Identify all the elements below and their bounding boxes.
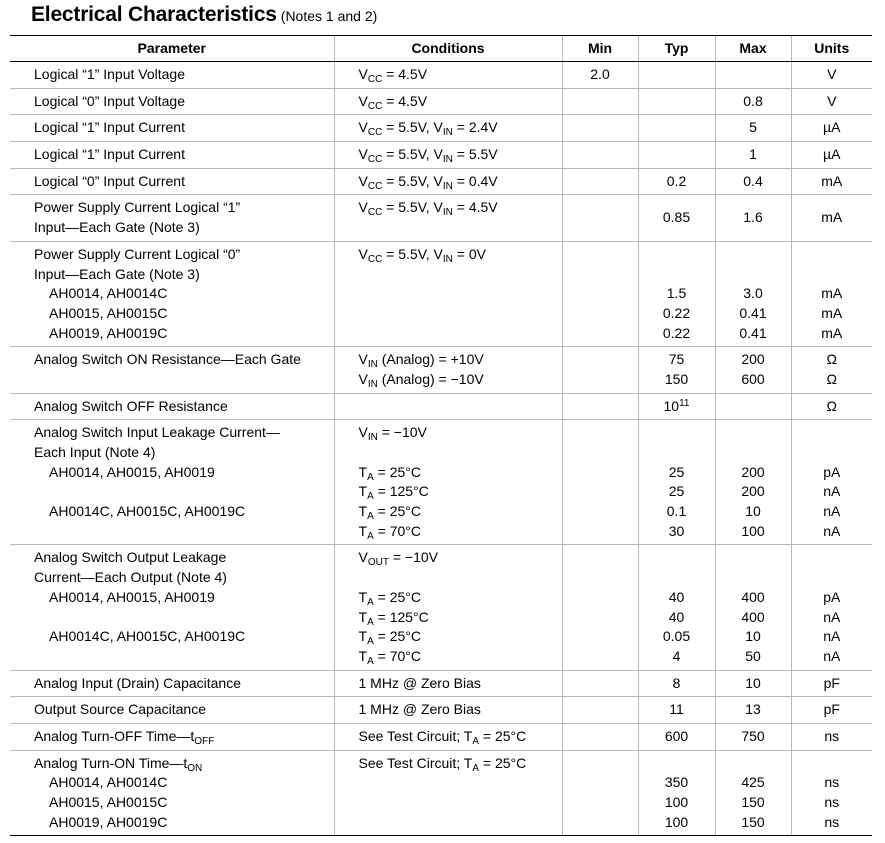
- table-row: [10, 195, 872, 241]
- cell-units: [791, 142, 872, 169]
- cell-typ: [638, 168, 715, 195]
- typ-line: 25: [668, 463, 685, 480]
- param-line: Logical “1” Input Current: [34, 119, 185, 136]
- cell-max: [715, 420, 791, 545]
- param-line: AH0014C, AH0015C, AH0019C: [49, 503, 246, 520]
- cond-line: $V_{CC} = 5.5V$, $V_{IN} = 0V$: [358, 245, 486, 265]
- cell-param: [10, 62, 334, 89]
- max-line: [716, 245, 791, 265]
- units-line: ns: [824, 794, 840, 810]
- cell-units: [791, 115, 872, 142]
- cell-param: [10, 697, 334, 724]
- cond-line: See Test Circuit; $T_A = 25^\circ C$: [358, 727, 527, 747]
- cond-line: $V_{CC} = 4.5V$: [358, 92, 428, 112]
- param-line: AH0015, AH0015C: [49, 794, 168, 810]
- cell-typ: [638, 420, 715, 545]
- min-line: [563, 350, 638, 370]
- units-line: mA: [821, 172, 843, 189]
- max-line: 200: [741, 483, 765, 500]
- param-line: Input—Each Gate (Note 3): [34, 219, 200, 236]
- max-line: [716, 568, 791, 588]
- typ-line: 11: [669, 701, 684, 718]
- param-line: AH0015, AH0015C: [49, 304, 168, 321]
- cell-param: [10, 168, 334, 195]
- cond-line: $V_{CC} = 5.5V$, $V_{IN} = 0.4V$: [358, 172, 498, 192]
- cell-cond: [334, 168, 562, 195]
- typ-line: [639, 423, 715, 443]
- param-line: Each Input (Note 4): [34, 444, 156, 460]
- typ-line: [639, 443, 715, 463]
- cell-max: [715, 195, 791, 241]
- cond-line: 1 MHz @ Zero Bias: [358, 701, 481, 718]
- cond-line: $T_A = 125^\circ C$: [358, 608, 429, 628]
- cell-param: [10, 142, 334, 169]
- cell-param: [10, 115, 334, 142]
- units-line: [792, 265, 873, 285]
- cell-cond: [334, 115, 562, 142]
- units-line: V: [827, 92, 837, 109]
- units-line: pA: [823, 463, 841, 480]
- param-line: Logical “0” Input Voltage: [34, 92, 185, 109]
- units-line: mA: [821, 324, 843, 341]
- param-line: AH0014, AH0014C: [49, 285, 168, 302]
- param-line: Analog Switch Input Leakage Current—: [34, 424, 280, 441]
- cond-line: $V_{OUT} = -10V$: [358, 549, 438, 569]
- units-line: [792, 245, 873, 265]
- cond-line: $T_A = 25^\circ C$: [358, 588, 421, 608]
- cell-cond: [334, 62, 562, 89]
- max-line: 100: [741, 522, 765, 539]
- units-line: nA: [823, 483, 841, 500]
- cell-units: [791, 697, 872, 724]
- header-units: Units: [791, 36, 872, 62]
- typ-line: $10^{11}$: [663, 397, 690, 414]
- cell-cond: [334, 697, 562, 724]
- typ-line: 350: [664, 774, 689, 791]
- cell-units: [791, 62, 872, 89]
- max-line: [716, 548, 791, 568]
- header-typ: Typ: [638, 36, 715, 62]
- cell-cond: [334, 393, 562, 420]
- cell-param: [10, 88, 334, 115]
- cond-line: [359, 397, 562, 417]
- max-line: 50: [745, 647, 761, 664]
- cond-line: $T_A = 25^\circ C$: [358, 628, 421, 648]
- typ-line: 0.22: [662, 304, 691, 321]
- typ-line: 0.22: [662, 324, 691, 341]
- cell-min: [562, 750, 638, 836]
- cell-typ: [638, 750, 715, 836]
- param-line: AH0014, AH0015, AH0019: [49, 463, 215, 480]
- param-line: Logical “1” Input Voltage: [34, 66, 185, 82]
- header-row: [10, 36, 872, 62]
- typ-line: [639, 568, 715, 588]
- param-line: AH0014C, AH0015C, AH0019C: [49, 628, 246, 645]
- max-line: 5: [749, 119, 757, 136]
- max-line: 0.41: [739, 304, 767, 321]
- units-line: [792, 548, 873, 568]
- cell-min: [562, 393, 638, 420]
- units-line: nA: [823, 647, 841, 664]
- cell-min: [562, 697, 638, 724]
- cell-units: [791, 750, 872, 836]
- cell-param: [10, 347, 334, 393]
- cell-typ: [638, 697, 715, 724]
- table-row: [10, 750, 872, 836]
- cell-cond: [334, 347, 562, 393]
- max-line: [716, 397, 791, 417]
- typ-line: 8: [672, 674, 681, 691]
- param-line: AH0014, AH0015, AH0019: [49, 588, 215, 605]
- cell-typ: [638, 115, 715, 142]
- cond-line: $T_A = 25^\circ C$: [358, 503, 421, 523]
- header-conditions: Conditions: [334, 36, 562, 62]
- param-line: Analog Switch Output Leakage: [34, 549, 227, 566]
- param-line: [34, 608, 334, 628]
- min-line: [563, 674, 638, 694]
- cond-line: $V_{IN}$ (Analog) = −10V: [358, 370, 484, 390]
- cell-min: [562, 168, 638, 195]
- cell-param: [10, 420, 334, 545]
- table-row: [10, 420, 872, 545]
- cell-cond: [334, 670, 562, 697]
- cell-param: [10, 723, 334, 750]
- cond-line: 1 MHz @ Zero Bias: [358, 674, 481, 691]
- cell-units: [791, 195, 872, 241]
- units-line: [792, 443, 873, 463]
- cell-min: [562, 723, 638, 750]
- units-line: V: [827, 66, 837, 82]
- typ-line: 100: [664, 813, 689, 830]
- typ-line: 40: [668, 588, 685, 605]
- header-min: Min: [562, 36, 638, 62]
- cell-cond: [334, 420, 562, 545]
- typ-line: 150: [664, 370, 689, 387]
- max-line: 400: [741, 608, 765, 625]
- cell-param: [10, 241, 334, 346]
- min-line: [563, 208, 638, 228]
- header-max: Max: [715, 36, 791, 62]
- max-line: [716, 443, 791, 463]
- cell-max: [715, 393, 791, 420]
- max-line: 10: [745, 503, 761, 520]
- cell-units: [791, 347, 872, 393]
- cond-line: See Test Circuit; $T_A = 25^\circ C$: [358, 754, 527, 774]
- table-row: [10, 393, 872, 420]
- param-line: Power Supply Current Logical “0”: [34, 245, 241, 262]
- cell-typ: [638, 88, 715, 115]
- cond-line: $V_{CC} = 5.5V$, $V_{IN} = 2.4V$: [358, 119, 498, 139]
- units-line: [792, 568, 873, 588]
- typ-line: 1.5: [666, 285, 687, 302]
- typ-line: 0.05: [662, 628, 691, 645]
- table-title: Electrical Characteristics: [31, 3, 277, 26]
- table-row: [10, 168, 872, 195]
- max-line: 425: [741, 774, 765, 791]
- param-line: Logical “1” Input Current: [34, 146, 185, 163]
- cell-max: [715, 670, 791, 697]
- max-line: [716, 265, 791, 285]
- min-line: [563, 700, 638, 720]
- cell-cond: [334, 88, 562, 115]
- cell-cond: [334, 142, 562, 169]
- table-title-note: (Notes 1 and 2): [280, 8, 378, 24]
- param-line: Logical “0” Input Current: [34, 172, 185, 189]
- cell-min: [562, 241, 638, 346]
- cell-max: [715, 545, 791, 670]
- cell-param: [10, 195, 334, 241]
- cell-cond: [334, 195, 562, 241]
- min-line: 2.0: [590, 66, 610, 82]
- typ-line: 0.85: [662, 209, 691, 226]
- max-line: 600: [741, 370, 765, 387]
- units-line: nA: [823, 608, 841, 625]
- cell-typ: [638, 545, 715, 670]
- param-line: Analog Turn-OFF $Time—t_{OFF}$: [34, 727, 215, 747]
- max-line: 0.4: [743, 172, 763, 189]
- typ-line: [639, 245, 715, 265]
- min-line: [563, 92, 638, 112]
- cond-line: $V_{CC} = 5.5V$, $V_{IN} = 4.5V$: [358, 199, 498, 219]
- param-line: Output Source Capacitance: [34, 701, 206, 718]
- cell-max: [715, 115, 791, 142]
- max-line: 200: [741, 463, 765, 480]
- cell-units: [791, 670, 872, 697]
- cell-units: [791, 545, 872, 670]
- cell-min: [562, 670, 638, 697]
- typ-line: [639, 118, 715, 138]
- table-row: [10, 670, 872, 697]
- cell-max: [715, 62, 791, 89]
- cell-max: [715, 168, 791, 195]
- cell-typ: [638, 723, 715, 750]
- cell-max: [715, 88, 791, 115]
- max-line: [716, 754, 791, 774]
- units-line: nA: [823, 503, 841, 520]
- cell-min: [562, 420, 638, 545]
- param-line: AH0019, AH0019C: [49, 324, 168, 341]
- cond-line: $T_A = 25^\circ C$: [358, 463, 421, 483]
- units-line: pF: [823, 674, 840, 691]
- cell-max: [715, 241, 791, 346]
- units-line: µA: [823, 119, 841, 136]
- cell-param: [10, 670, 334, 697]
- cell-typ: [638, 347, 715, 393]
- units-line: mA: [821, 285, 843, 302]
- param-line: [34, 482, 334, 502]
- min-line: [563, 145, 638, 165]
- units-line: [792, 754, 873, 774]
- max-line: 3.0: [743, 285, 763, 302]
- units-line: pF: [823, 701, 840, 718]
- cell-min: [562, 195, 638, 241]
- cond-line: $V_{IN}$ (Analog) = +10V: [358, 351, 484, 371]
- typ-line: 0.2: [666, 172, 687, 189]
- param-line: AH0014, AH0014C: [49, 774, 168, 791]
- typ-line: 25: [668, 483, 685, 500]
- cell-units: [791, 168, 872, 195]
- units-line: nA: [823, 628, 841, 645]
- typ-line: [639, 92, 715, 112]
- max-line: 400: [741, 588, 765, 605]
- param-line: Current—Each Output (Note 4): [34, 569, 227, 586]
- table-row: [10, 62, 872, 89]
- units-line: Ω: [826, 397, 837, 414]
- cell-units: [791, 393, 872, 420]
- typ-line: [639, 65, 715, 85]
- max-line: 1: [749, 146, 757, 163]
- cell-min: [562, 545, 638, 670]
- units-line: nA: [823, 522, 841, 539]
- cond-line: $T_A = 70^\circ C$: [358, 647, 421, 667]
- cell-typ: [638, 142, 715, 169]
- units-line: Ω: [826, 370, 837, 387]
- max-line: 10: [745, 674, 761, 691]
- cond-line: [359, 568, 562, 588]
- max-line: 0.41: [739, 324, 767, 341]
- min-line: [563, 172, 638, 192]
- typ-line: 30: [668, 522, 685, 539]
- typ-line: 100: [664, 794, 689, 810]
- param-line: Analog Turn-ON $Time—t_{ON}$: [34, 754, 203, 774]
- min-line: [563, 423, 638, 443]
- max-line: 1.6: [743, 209, 763, 226]
- max-line: 150: [741, 813, 765, 830]
- param-line: Power Supply Current Logical “1”: [34, 199, 241, 216]
- min-line: [563, 727, 638, 747]
- cond-line: $V_{CC} = 5.5V$, $V_{IN} = 5.5V$: [358, 146, 498, 166]
- cond-line: $V_{IN} = -10V$: [358, 424, 427, 444]
- table-row: [10, 88, 872, 115]
- cell-min: [562, 62, 638, 89]
- cell-cond: [334, 545, 562, 670]
- units-line: mA: [821, 209, 843, 226]
- cell-max: [715, 142, 791, 169]
- table-row: [10, 723, 872, 750]
- typ-line: 4: [672, 647, 681, 664]
- cell-units: [791, 241, 872, 346]
- typ-line: 600: [664, 727, 689, 744]
- typ-line: [639, 265, 715, 285]
- units-line: [792, 423, 873, 443]
- units-line: ns: [824, 774, 840, 791]
- table-row: [10, 115, 872, 142]
- cell-max: [715, 347, 791, 393]
- cell-typ: [638, 62, 715, 89]
- typ-line: 0.1: [666, 503, 687, 520]
- max-line: 750: [741, 727, 765, 744]
- cell-typ: [638, 241, 715, 346]
- cell-min: [562, 115, 638, 142]
- cond-line: $V_{CC} = 4.5V$: [358, 66, 428, 85]
- min-line: [563, 754, 638, 774]
- max-line: [716, 423, 791, 443]
- max-line: 200: [741, 351, 765, 368]
- cell-max: [715, 750, 791, 836]
- table-row: [10, 545, 872, 670]
- max-line: 150: [741, 794, 765, 810]
- cond-line: $T_A = 125^\circ C$: [358, 483, 429, 503]
- cell-cond: [334, 750, 562, 836]
- cell-typ: [638, 393, 715, 420]
- cond-line: $T_A = 70^\circ C$: [358, 522, 421, 542]
- param-line: Analog Switch OFF Resistance: [34, 397, 228, 414]
- param-line: AH0019, AH0019C: [49, 813, 168, 830]
- typ-line: 40: [668, 608, 685, 625]
- header-parameter: Parameter: [10, 36, 334, 62]
- cell-param: [10, 750, 334, 836]
- min-line: [563, 118, 638, 138]
- max-line: [716, 65, 791, 85]
- cell-units: [791, 723, 872, 750]
- param-line: Analog Input (Drain) Capacitance: [34, 674, 242, 691]
- cell-min: [562, 142, 638, 169]
- table-body: [10, 62, 872, 836]
- cell-cond: [334, 241, 562, 346]
- typ-line: [639, 754, 715, 774]
- table-row: [10, 347, 872, 393]
- electrical-characteristics-table: [10, 36, 872, 836]
- max-line: 10: [745, 628, 761, 645]
- max-line: 13: [745, 701, 761, 718]
- cell-max: [715, 697, 791, 724]
- table-row: [10, 697, 872, 724]
- max-line: 0.8: [743, 92, 763, 109]
- table-row: [10, 142, 872, 169]
- cell-param: [10, 393, 334, 420]
- cell-min: [562, 88, 638, 115]
- cell-param: [10, 545, 334, 670]
- units-line: ns: [824, 813, 840, 830]
- table-title-block: [31, 3, 377, 27]
- units-line: µA: [823, 146, 841, 163]
- cell-cond: [334, 723, 562, 750]
- cond-line: [359, 443, 562, 463]
- units-line: ns: [824, 727, 840, 744]
- min-line: [563, 245, 638, 265]
- typ-line: 75: [668, 351, 685, 368]
- units-line: pA: [823, 588, 841, 605]
- units-line: Ω: [826, 351, 837, 368]
- param-line: Input—Each Gate (Note 3): [34, 265, 200, 282]
- cell-units: [791, 88, 872, 115]
- cell-typ: [638, 670, 715, 697]
- cell-min: [562, 347, 638, 393]
- units-line: mA: [821, 304, 843, 321]
- param-line: Analog Switch ON Resistance—Each Gate: [34, 351, 301, 368]
- min-line: [563, 397, 638, 417]
- cell-max: [715, 723, 791, 750]
- min-line: [563, 548, 638, 568]
- cell-typ: [638, 195, 715, 241]
- typ-line: [639, 145, 715, 165]
- table-row: [10, 241, 872, 346]
- cell-units: [791, 420, 872, 545]
- typ-line: [639, 548, 715, 568]
